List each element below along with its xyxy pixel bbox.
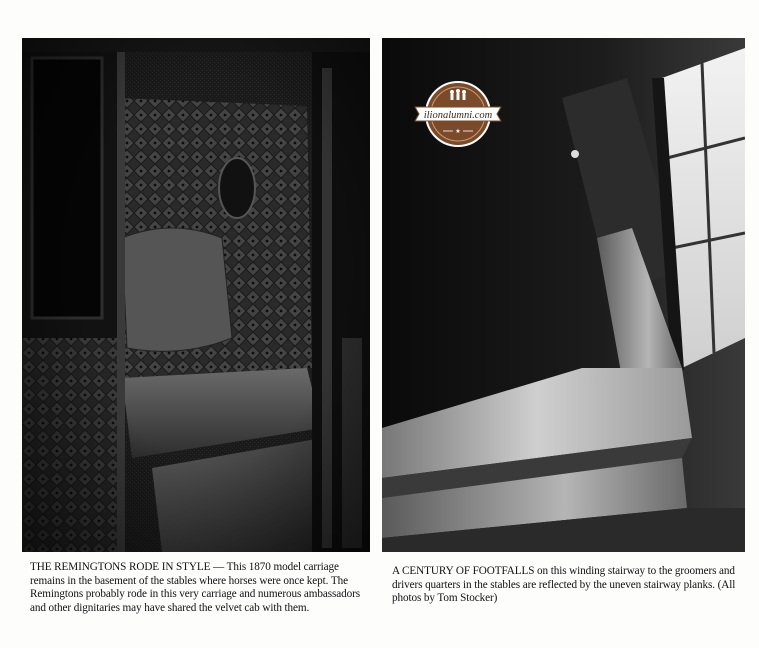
carriage-photo — [22, 38, 370, 552]
site-logo — [413, 79, 503, 149]
carriage-illustration — [22, 38, 370, 552]
logo-text: ilionalumni.com — [423, 110, 493, 121]
carriage-caption-lead: THE REMINGTONS RODE IN STYLE — — [30, 561, 227, 573]
stairway-caption-body: on this winding stairway to the groomers and drivers quarters in the stables are reflected by the uneven stairway planks. (All photos by Tom Stocker) — [392, 565, 736, 605]
stairway-caption-lead: A CENTURY OF FOOTFALLS — [392, 565, 538, 577]
svg-text:★: ★ — [455, 128, 461, 135]
carriage-caption — [30, 561, 370, 615]
three-people-icon — [450, 89, 466, 100]
stairway-caption — [392, 565, 744, 606]
carriage-caption-body: This 1870 model carriage remains in the basement of the stables where horses were once kept. The Remingtons probably rode in this very carriage and numerous ambassadors and other dignitaries may have shared the velvet cab with them. — [30, 561, 360, 614]
